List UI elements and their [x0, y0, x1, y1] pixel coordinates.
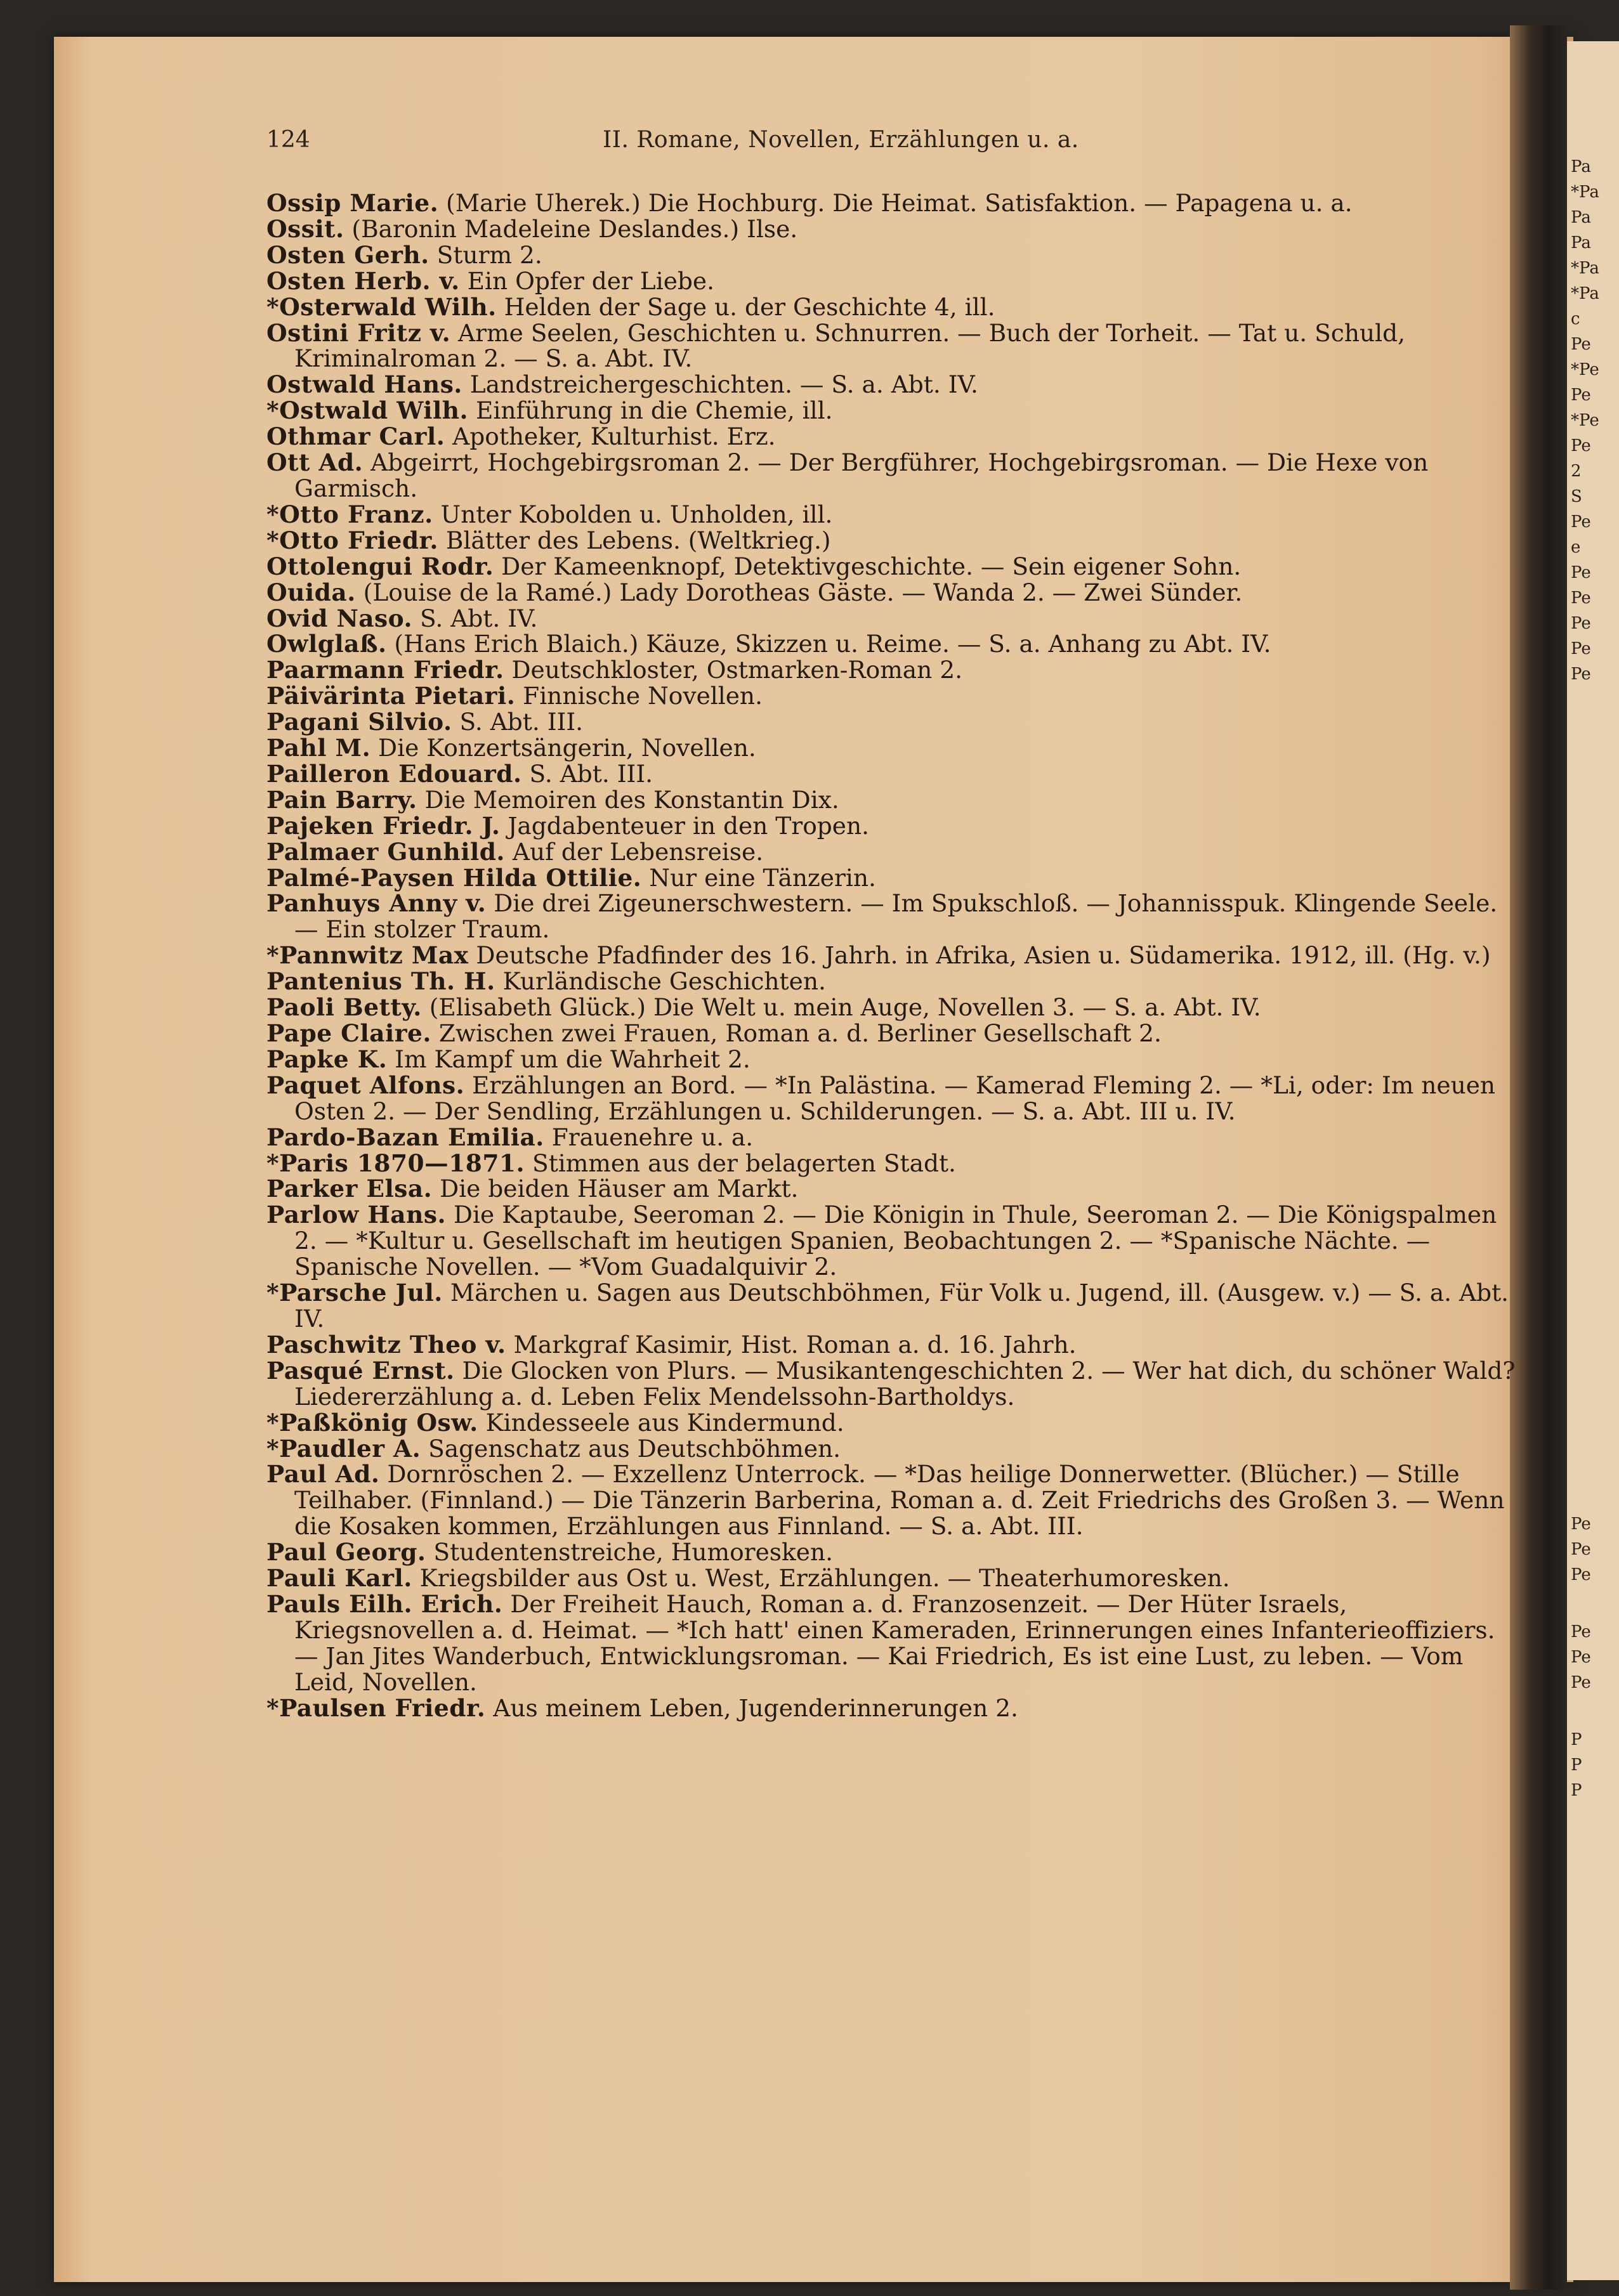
author-index-list	[266, 190, 1516, 1721]
entry-works: Die Memoiren des Konstantin Dix.	[417, 785, 839, 814]
index-entry	[266, 839, 1516, 865]
entry-author: Ossip Marie.	[266, 189, 439, 217]
index-entry	[266, 787, 1516, 813]
index-entry	[266, 1695, 1516, 1721]
entry-author: Ouida.	[266, 578, 356, 606]
entry-author: Pain Barry.	[266, 785, 417, 814]
entry-works: (Hans Erich Blaich.) Käuze, Skizzen u. Reime. — S. a. Anhang zu Abt. IV.	[386, 630, 1271, 658]
entry-works: (Louise de la Ramé.) Lady Dorotheas Gäste. — Wanda 2. — Zwei Sünder.	[355, 578, 1243, 606]
index-entry	[266, 424, 1516, 450]
facing-page-fragment: Pe	[1571, 436, 1591, 455]
index-entry	[266, 398, 1516, 424]
entry-works: S. Abt. IV.	[412, 604, 538, 632]
facing-page-edge	[1567, 41, 1619, 2280]
entry-works: Erzählungen an Bord. — *In Palästina. — Kamerad Fleming 2. — *Li, oder: Im neuen Osten 2. — Der Sendling, Erzählungen u. Schilderungen. — S. a. Abt. III u. IV.	[294, 1071, 1496, 1125]
facing-page-fragment: Pe	[1571, 665, 1591, 684]
entry-works: Studentenstreiche, Humoresken.	[426, 1538, 834, 1567]
entry-author: Pauli Karl.	[266, 1564, 412, 1593]
index-entry	[266, 268, 1516, 294]
facing-page-fragment: Pe	[1571, 1673, 1591, 1692]
index-entry	[266, 865, 1516, 891]
entry-works: Die Konzertsängerin, Novellen.	[370, 734, 756, 762]
entry-author: Owlglaß.	[266, 630, 387, 658]
entry-works: Blätter des Lebens. (Weltkrieg.)	[438, 526, 831, 554]
entry-works: (Baronin Madeleine Deslandes.) Ilse.	[344, 214, 798, 243]
entry-works: Dornröschen 2. — Exzellenz Unterrock. — *Das heilige Donnerwetter. (Blücher.) — Stille Teilhaber. (Finnland.) — Die Tänzerin Barberina, Roman a. d. Zeit Friedrichs des Großen 3. — Wenn die Kosaken kommen, Erzählungen aus Finnland. — S. a. Abt. III.	[294, 1460, 1505, 1541]
entry-author: Paul Ad.	[266, 1460, 380, 1489]
index-entry	[266, 294, 1516, 320]
entry-author: Pauls Eilh. Erich.	[266, 1589, 503, 1618]
index-entry	[266, 1461, 1516, 1539]
index-entry	[266, 657, 1516, 683]
entry-author: Osten Herb. v.	[266, 266, 460, 295]
entry-author: Pardo-Bazan Emilia.	[266, 1123, 544, 1151]
facing-page-fragment: e	[1571, 538, 1581, 557]
index-entry	[266, 372, 1516, 398]
entry-works: Sturm 2.	[429, 240, 542, 269]
facing-page-fragment: *Pe	[1571, 411, 1599, 430]
entry-works: Zwischen zwei Frauen, Roman a. d. Berliner Gesellschaft 2.	[431, 1019, 1162, 1047]
facing-page-fragment: *Pa	[1571, 259, 1599, 278]
entry-author: *Paßkönig Osw.	[266, 1408, 478, 1437]
index-entry	[266, 1176, 1516, 1202]
entry-works: Arme Seelen, Geschichten u. Schnurren. — Buch der Torheit. — Tat u. Schuld, Kriminalroman 2. — S. a. Abt. IV.	[294, 318, 1406, 373]
facing-page-fragment: Pe	[1571, 639, 1591, 658]
index-entry	[266, 450, 1516, 502]
entry-works: Helden der Sage u. der Geschichte 4, ill.	[496, 292, 995, 321]
index-entry	[266, 528, 1516, 554]
entry-author: *Paudler A.	[266, 1434, 421, 1463]
index-entry	[266, 580, 1516, 606]
entry-works: (Elisabeth Glück.) Die Welt u. mein Auge, Novellen 3. — S. a. Abt. IV.	[421, 993, 1261, 1022]
entry-author: Panhuys Anny v.	[266, 889, 487, 918]
entry-author: *Paulsen Friedr.	[266, 1693, 486, 1722]
entry-works: Apotheker, Kulturhist. Erz.	[445, 422, 776, 451]
facing-page-fragment: Pe	[1571, 335, 1591, 354]
entry-works: Nur eine Tänzerin.	[641, 863, 876, 892]
index-entry	[266, 1436, 1516, 1462]
entry-works: Markgraf Kasimir, Hist. Roman a. d. 16. Jahrh.	[506, 1330, 1077, 1359]
entry-author: Ott Ad.	[266, 448, 364, 477]
index-entry	[266, 1410, 1516, 1436]
facing-page-fragment: Pe	[1571, 1565, 1591, 1584]
facing-page-fragment: Pa	[1571, 233, 1591, 252]
index-entry	[266, 216, 1516, 242]
facing-page-fragment: Pe	[1571, 1540, 1591, 1559]
index-entry	[266, 761, 1516, 787]
book-gutter	[1510, 25, 1567, 2290]
entry-works: Kurländische Geschichten.	[495, 967, 826, 996]
index-entry	[266, 1591, 1516, 1695]
facing-page-fragment: S	[1571, 487, 1582, 506]
entry-works: Abgeirrt, Hochgebirgsroman 2. — Der Bergführer, Hochgebirgsroman. — Die Hexe von Garmisch.	[294, 448, 1429, 502]
entry-works: Deutschkloster, Ostmarken-Roman 2.	[504, 656, 962, 684]
entry-author: Paarmann Friedr.	[266, 656, 504, 684]
entry-works: (Marie Uherek.) Die Hochburg. Die Heimat. Satisfaktion. — Papagena u. a.	[438, 189, 1353, 217]
index-entry	[266, 1539, 1516, 1565]
entry-author: Parlow Hans.	[266, 1201, 447, 1229]
entry-works: Die Kaptaube, Seeroman 2. — Die Königin in Thule, Seeroman 2. — Die Königspalmen 2. — *Kultur u. Gesellschaft im heutigen Spanien, Beobachtungen 2. — *Spanische Nächte. — Spanische Novellen. — *Vom Guadalquivir 2.	[294, 1201, 1497, 1281]
facing-page-fragment: 2	[1571, 462, 1582, 481]
index-entry	[266, 1280, 1516, 1332]
entry-author: Paoli Betty.	[266, 993, 422, 1022]
index-entry	[266, 969, 1516, 995]
entry-works: Der Kameenknopf, Detektivgeschichte. — Sein eigener Sohn.	[494, 552, 1242, 580]
entry-author: Osten Gerh.	[266, 240, 429, 269]
facing-page-fragment: *Pa	[1571, 183, 1599, 202]
entry-author: *Osterwald Wilh.	[266, 292, 497, 321]
entry-author: *Otto Franz.	[266, 500, 433, 528]
facing-page-fragment: Pe	[1571, 563, 1591, 582]
entry-works: Der Freiheit Hauch, Roman a. d. Franzosenzeit. — Der Hüter Israels, Kriegsnovellen a. d. Heimat. — *Ich hatt' einen Kameraden, Erinnerungen eines Infanterieoffiziers. — Jan Jites Wanderbuch, Entwicklungsroman. — Kai Friedrich, Es ist eine Lust, zu leben. — Vom Leid, Novellen.	[294, 1589, 1495, 1696]
facing-page-fragment: Pa	[1571, 157, 1591, 176]
facing-page-fragment: *Pe	[1571, 360, 1599, 379]
index-entry	[266, 1047, 1516, 1073]
entry-author: *Parsche Jul.	[266, 1279, 443, 1307]
index-entry	[266, 943, 1516, 969]
entry-author: Papke K.	[266, 1045, 388, 1073]
entry-works: Jagdabenteuer in den Tropen.	[500, 811, 870, 840]
entry-works: Märchen u. Sagen aus Deutschböhmen, Für Volk u. Jugend, ill. (Ausgew. v.) — S. a. Abt. IV.	[294, 1279, 1509, 1333]
entry-author: Paschwitz Theo v.	[266, 1330, 506, 1359]
entry-works: Kindesseele aus Kindermund.	[478, 1408, 844, 1437]
index-entry	[266, 1125, 1516, 1151]
index-entry	[266, 1021, 1516, 1047]
index-entry	[266, 502, 1516, 528]
entry-author: Palmaer Gunhild.	[266, 837, 505, 866]
entry-works: Die beiden Häuser am Markt.	[432, 1175, 799, 1203]
entry-author: *Pannwitz Max	[266, 941, 469, 970]
entry-works: Die Glocken von Plurs. — Musikantengeschichten 2. — Wer hat dich, du schöner Wald? Liedererzählung a. d. Leben Felix Mendelssohn-Bartholdys.	[294, 1356, 1516, 1411]
entry-author: Ostwald Hans.	[266, 370, 462, 399]
index-entry	[266, 683, 1516, 709]
entry-author: Parker Elsa.	[266, 1175, 433, 1203]
facing-page-fragment: P	[1571, 1781, 1582, 1800]
entry-works: Auf der Lebensreise.	[504, 837, 764, 866]
facing-page-fragment: Pe	[1571, 589, 1591, 608]
index-entry	[266, 890, 1516, 943]
index-entry	[266, 320, 1516, 372]
entry-author: Pasqué Ernst.	[266, 1356, 455, 1385]
facing-page-fragment: P	[1571, 1730, 1582, 1749]
entry-works: Im Kampf um die Wahrheit 2.	[387, 1045, 751, 1073]
facing-page-fragment: Pe	[1571, 614, 1591, 633]
page-number: 124	[266, 127, 310, 153]
entry-author: Pantenius Th. H.	[266, 967, 495, 996]
index-entry	[266, 813, 1516, 839]
entry-author: Ossit.	[266, 214, 344, 243]
entry-author: Paquet Alfons.	[266, 1071, 465, 1099]
running-title: II. Romane, Novellen, Erzählungen u. a.	[603, 127, 1079, 153]
entry-author: Pahl M.	[266, 734, 371, 762]
facing-page-fragment: c	[1571, 310, 1580, 329]
facing-page-fragment: Pa	[1571, 208, 1591, 227]
entry-author: Pailleron Edouard.	[266, 759, 522, 788]
facing-page-fragment: P	[1571, 1756, 1582, 1775]
entry-works: Unter Kobolden u. Unholden, ill.	[433, 500, 833, 528]
index-entry	[266, 1073, 1516, 1125]
index-entry	[266, 995, 1516, 1021]
entry-author: Ovid Naso.	[266, 604, 413, 632]
entry-works: Einführung in die Chemie, ill.	[468, 396, 833, 425]
entry-author: Ottolengui Rodr.	[266, 552, 494, 580]
entry-author: *Ostwald Wilh.	[266, 396, 469, 425]
entry-author: *Paris 1870—1871.	[266, 1149, 525, 1177]
index-entry	[266, 1202, 1516, 1280]
index-entry	[266, 1332, 1516, 1358]
facing-page-fragment: Pe	[1571, 1515, 1591, 1534]
index-entry	[266, 1358, 1516, 1410]
entry-author: Pajeken Friedr. J.	[266, 811, 501, 840]
entry-works: Deutsche Pfadfinder des 16. Jahrh. in Afrika, Asien u. Südamerika. 1912, ill. (Hg. v.)	[468, 941, 1491, 970]
index-entry	[266, 1565, 1516, 1591]
entry-author: Pape Claire.	[266, 1019, 431, 1047]
entry-author: Päivärinta Pietari.	[266, 682, 516, 710]
entry-author: Ostini Fritz v.	[266, 318, 451, 347]
index-entry	[266, 190, 1516, 216]
entry-author: Paul Georg.	[266, 1538, 426, 1567]
entry-author: *Otto Friedr.	[266, 526, 438, 554]
entry-works: Die drei Zigeunerschwestern. — Im Spukschloß. — Johannisspuk. Klingende Seele. — Ein stolzer Traum.	[294, 889, 1498, 944]
entry-author: Pagani Silvio.	[266, 708, 452, 736]
entry-author: Palmé-Paysen Hilda Ottilie.	[266, 863, 642, 892]
facing-page-fragment: Pe	[1571, 1622, 1591, 1641]
entry-works: S. Abt. III.	[521, 759, 653, 788]
index-entry	[266, 606, 1516, 632]
entry-works: Kriegsbilder aus Ost u. West, Erzählungen. — Theaterhumoresken.	[412, 1564, 1230, 1593]
entry-works: Frauenehre u. a.	[544, 1123, 754, 1151]
index-entry	[266, 1151, 1516, 1177]
index-entry	[266, 631, 1516, 657]
entry-works: Sagenschatz aus Deutschböhmen.	[421, 1434, 841, 1463]
index-entry	[266, 242, 1516, 268]
entry-works: Finnische Novellen.	[515, 682, 763, 710]
facing-page-fragment: *Pa	[1571, 284, 1599, 303]
entry-works: Aus meinem Leben, Jugenderinnerungen 2.	[485, 1693, 1018, 1722]
entry-author: Othmar Carl.	[266, 422, 445, 451]
entry-works: Stimmen aus der belagerten Stadt.	[525, 1149, 956, 1177]
index-entry	[266, 735, 1516, 761]
index-entry	[266, 709, 1516, 735]
entry-works: S. Abt. III.	[452, 708, 584, 736]
entry-works: Ein Opfer der Liebe.	[459, 266, 715, 295]
facing-page-fragment: Pe	[1571, 512, 1591, 532]
facing-page-fragment: Pe	[1571, 1648, 1591, 1667]
entry-works: Landstreichergeschichten. — S. a. Abt. IV.	[462, 370, 978, 399]
index-entry	[266, 554, 1516, 580]
facing-page-fragment: Pe	[1571, 386, 1591, 405]
